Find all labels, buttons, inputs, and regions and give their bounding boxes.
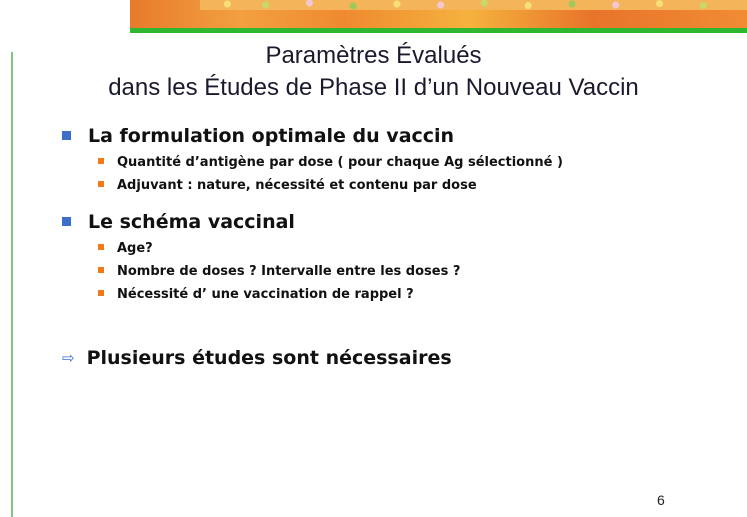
square-bullet-icon [98,290,104,296]
slide-title-line-2: dans les Études de Phase II d’un Nouveau Vaccin [108,74,639,101]
left-margin-line [11,52,13,517]
green-accent-bar [130,28,747,33]
square-bullet-icon [98,244,104,250]
slide-title [0,40,747,104]
list-item-text: Nombre de doses ? Intervalle entre les doses ? [117,264,461,279]
square-bullet-icon [98,158,104,164]
conclusion-text: Plusieurs études sont nécessaires [86,347,452,369]
section-heading-text: Le schéma vaccinal [88,211,295,233]
conclusion-item [62,346,452,370]
page-number: 6 [657,492,665,508]
top-banner [130,0,747,28]
square-bullet-icon [62,217,71,226]
arrow-right-icon: ⇨ [62,349,75,367]
list-item [98,240,153,258]
list-item-text: Adjuvant : nature, nécessité et contenu par dose [117,178,477,193]
flower-decoration [200,0,747,10]
list-item-text: Quantité d’antigène par dose ( pour chaque Ag sélectionné ) [117,155,563,170]
section-heading-formulation [62,124,454,148]
section-heading-schema [62,210,295,234]
list-item [98,177,477,195]
section-heading-text: La formulation optimale du vaccin [88,125,455,147]
square-bullet-icon [98,267,104,273]
list-item-text: Nécessité d’ une vaccination de rappel ? [117,287,414,302]
list-item [98,154,563,172]
square-bullet-icon [98,181,104,187]
square-bullet-icon [62,131,71,140]
list-item [98,263,460,281]
slide-title-line-1: Paramètres Évalués [265,42,482,69]
list-item-text: Age? [117,241,153,256]
list-item [98,286,414,304]
